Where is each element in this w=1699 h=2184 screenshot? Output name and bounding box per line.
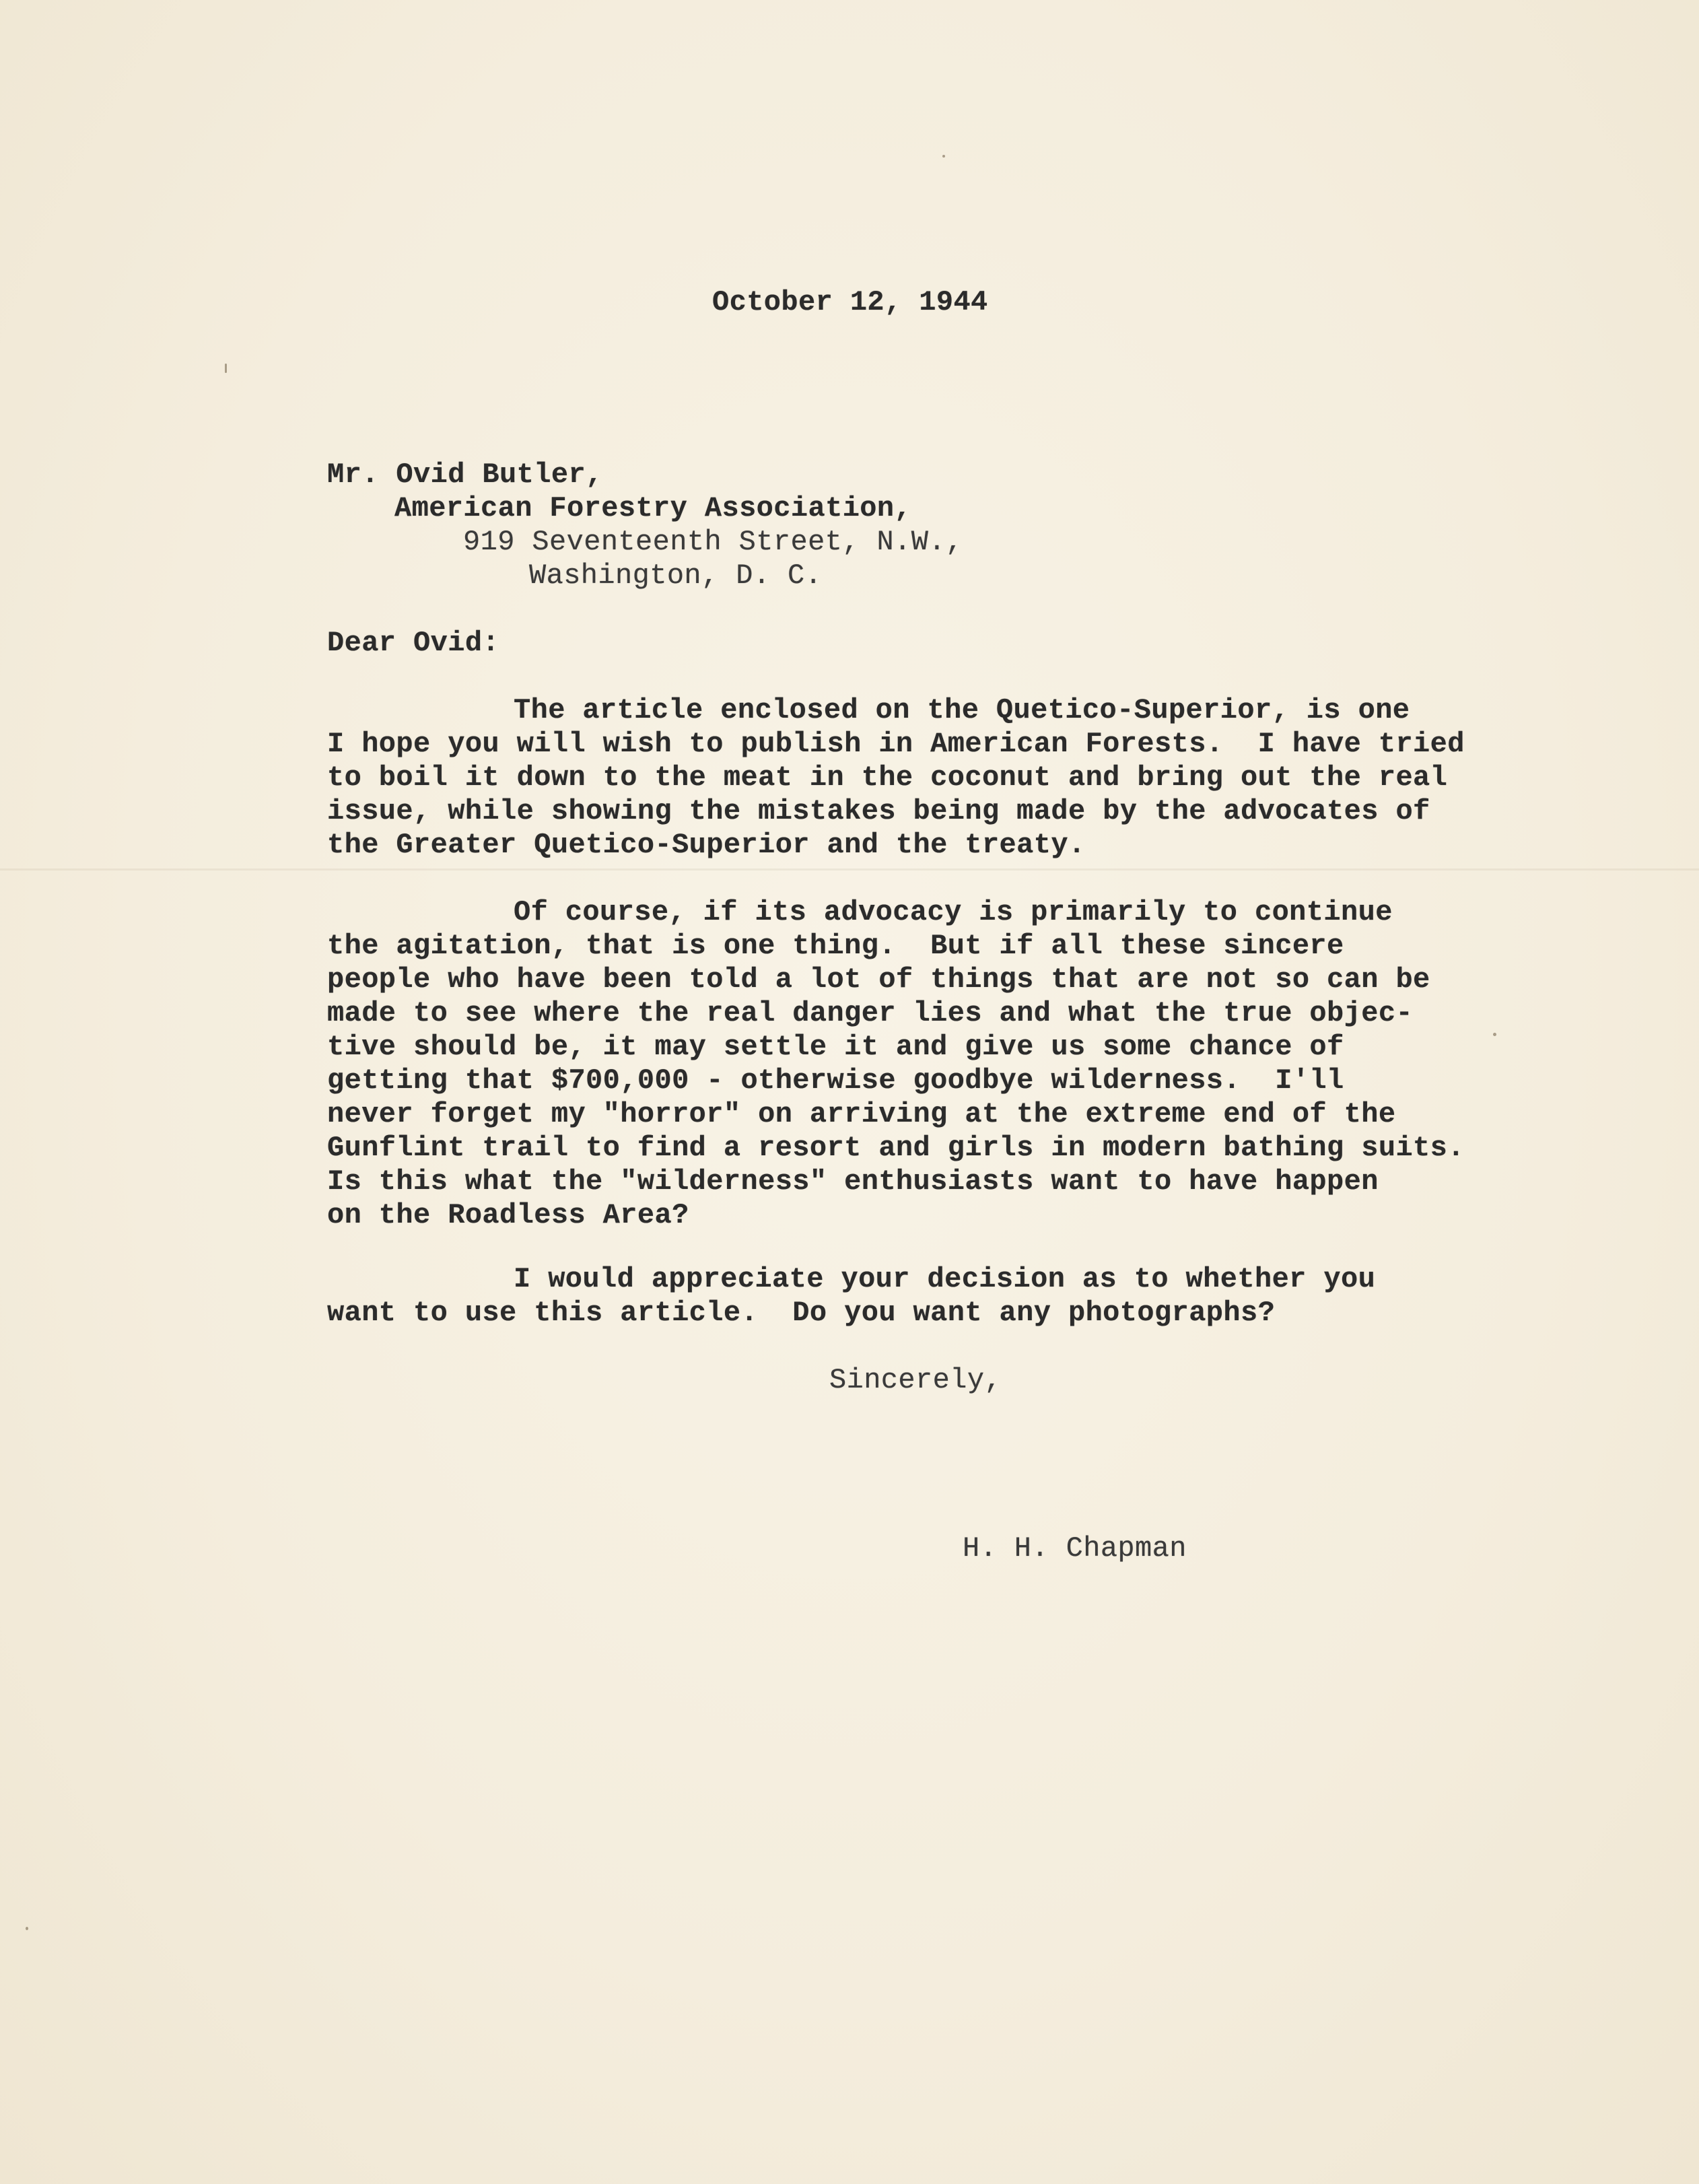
paragraph-line: the agitation, that is one thing. But if all these sincere — [327, 930, 1344, 962]
paper-speck — [225, 364, 227, 373]
paragraph-line: want to use this article. Do you want any photographs? — [327, 1297, 1276, 1329]
letter-date: October 12, 1944 — [712, 286, 988, 318]
paragraph-line: issue, while showing the mistakes being made by the advocates of — [327, 795, 1430, 827]
signature-name: H. H. Chapman — [963, 1532, 1187, 1565]
address-line-street: 919 Seventeenth Street, N.W., — [463, 526, 963, 558]
paragraph-line: Is this what the "wilderness" enthusiasts want to have happen — [327, 1165, 1379, 1198]
paragraph-line: Of course, if its advocacy is primarily to continue — [514, 896, 1393, 928]
address-line-organization: American Forestry Association, — [394, 492, 912, 524]
address-line-city: Washington, D. C. — [529, 559, 823, 592]
paragraph-line: getting that $700,000 - otherwise goodbye wilderness. I'll — [327, 1064, 1344, 1097]
paragraph-line: on the Roadless Area? — [327, 1199, 689, 1231]
paper-crease — [0, 868, 1699, 871]
paper-speck — [942, 155, 945, 158]
paragraph-line: the Greater Quetico-Superior and the treaty. — [327, 829, 1086, 861]
paragraph-line: I would appreciate your decision as to whether you — [514, 1263, 1376, 1295]
paragraph-line: Gunflint trail to find a resort and girls in modern bathing suits. — [327, 1132, 1465, 1164]
paragraph-line: I hope you will wish to publish in American Forests. I have tried — [327, 728, 1465, 760]
paragraph-line: to boil it down to the meat in the coconut and bring out the real — [327, 761, 1448, 794]
paper-speck — [26, 1927, 28, 1930]
paragraph-line: made to see where the real danger lies and what the true objec- — [327, 997, 1414, 1029]
paragraph-line: people who have been told a lot of things that are not so can be — [327, 963, 1430, 996]
address-line-name: Mr. Ovid Butler, — [327, 458, 603, 491]
paper-speck — [1493, 1033, 1496, 1036]
paragraph-line: tive should be, it may settle it and give us some chance of — [327, 1031, 1344, 1063]
closing: Sincerely, — [829, 1364, 1002, 1396]
paragraph-line: The article enclosed on the Quetico-Superior, is one — [514, 694, 1410, 726]
salutation: Dear Ovid: — [327, 627, 500, 659]
paragraph-line: never forget my "horror" on arriving at the extreme end of the — [327, 1098, 1396, 1130]
